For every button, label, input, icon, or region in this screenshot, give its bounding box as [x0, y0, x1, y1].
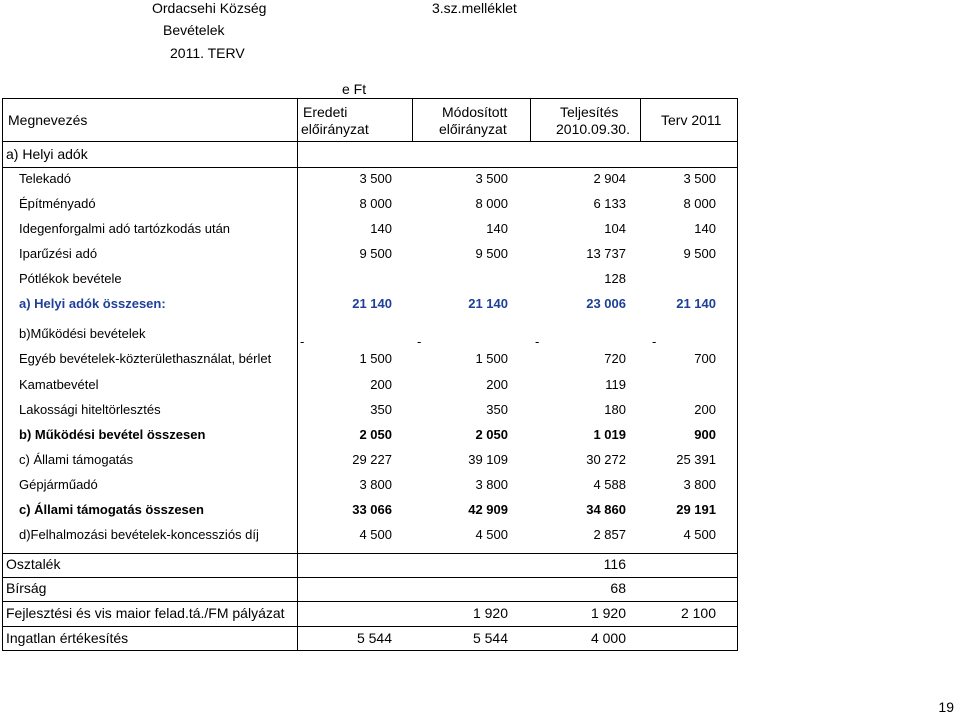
cell-act: 104 [604, 221, 626, 236]
row-label: Iparűzési adó [19, 246, 98, 261]
cell-orig: 5 544 [356, 630, 392, 646]
col-divider [530, 98, 531, 141]
col-divider [640, 98, 641, 141]
page-number: 19 [938, 699, 954, 715]
row-label: Egyéb bevételek-közterülethasználat, bérlet [19, 351, 272, 366]
cell-act: 1 920 [590, 605, 626, 621]
col-header-actual: Teljesítés [560, 104, 619, 120]
row-label: a) Helyi adók összesen: [19, 296, 166, 311]
cell-mod: 21 140 [468, 296, 508, 311]
cell-mod: 8 000 [475, 196, 508, 211]
cell-mod: 200 [486, 377, 508, 392]
cell-mod: 4 500 [475, 527, 508, 542]
row-label: Idegenforgalmi adó tartózkodás után [19, 221, 231, 236]
cell-plan: 700 [694, 351, 716, 366]
col-header-plan: Terv 2011 [661, 112, 722, 128]
col-divider [412, 98, 413, 141]
unit-label: e Ft [342, 81, 367, 97]
cell-plan: 21 140 [676, 296, 716, 311]
row-label: Osztalék [6, 556, 61, 572]
cell-orig: 33 066 [352, 502, 392, 517]
cell-plan: 2 100 [680, 605, 716, 621]
cell-act: 1 019 [593, 427, 626, 442]
cell-act: 4 000 [590, 630, 626, 646]
cell-plan: 3 800 [683, 477, 716, 492]
cell-orig: 8 000 [359, 196, 392, 211]
row-divider [2, 577, 738, 578]
cell-mod: 3 800 [475, 477, 508, 492]
cell-orig: 3 800 [359, 477, 392, 492]
row-label: Kamatbevétel [19, 377, 99, 392]
cell-mod: 39 109 [468, 452, 508, 467]
row-label: Ingatlan értékesítés [6, 630, 129, 646]
col-header-original-sub: előirányzat [301, 121, 369, 137]
row-label: c) Állami támogatás összesen [19, 502, 204, 517]
row-label: Építményadó [19, 196, 96, 211]
row-divider [2, 553, 738, 554]
row-label: a) Helyi adók [6, 146, 88, 162]
municipality-name: Ordacsehi Község [152, 0, 267, 16]
empty-value-dash: - [417, 334, 422, 349]
cell-act: 116 [603, 556, 626, 572]
cell-plan: 200 [694, 402, 716, 417]
cell-plan: 9 500 [683, 246, 716, 261]
cell-act: 180 [604, 402, 626, 417]
cell-act: 720 [604, 351, 626, 366]
row-label: Bírság [6, 580, 47, 596]
cell-mod: 9 500 [475, 246, 508, 261]
row-label: b)Működési bevételek [19, 326, 146, 341]
cell-act: 2 857 [593, 527, 626, 542]
cell-orig: 21 140 [352, 296, 392, 311]
cell-act: 23 006 [586, 296, 626, 311]
row-label: b) Működési bevétel összesen [19, 427, 206, 442]
cell-orig: 1 500 [359, 351, 392, 366]
empty-value-dash: - [535, 334, 540, 349]
cell-act: 6 133 [593, 196, 626, 211]
cell-orig: 29 227 [352, 452, 392, 467]
cell-orig: 2 050 [359, 427, 392, 442]
col-header-original: Eredeti [303, 104, 348, 120]
cell-plan: 4 500 [683, 527, 716, 542]
row-label: d)Felhalmozási bevételek-koncessziós díj [19, 527, 259, 542]
cell-orig: 200 [370, 377, 392, 392]
cell-mod: 5 544 [472, 630, 508, 646]
cell-act: 119 [605, 377, 626, 392]
annex-label: 3.sz.melléklet [432, 0, 517, 16]
row-label: Telekadó [19, 171, 72, 186]
cell-mod: 2 050 [475, 427, 508, 442]
cell-mod: 350 [486, 402, 508, 417]
cell-act: 4 588 [593, 477, 626, 492]
cell-orig: 140 [370, 221, 392, 236]
cell-mod: 1 500 [475, 351, 508, 366]
row-divider [2, 601, 738, 602]
cell-act: 30 272 [586, 452, 626, 467]
cell-plan: 900 [694, 427, 716, 442]
row-label: Gépjárműadó [19, 477, 98, 492]
row-divider [2, 167, 738, 168]
cell-plan: 8 000 [683, 196, 716, 211]
cell-mod: 42 909 [468, 502, 508, 517]
col-header-name: Megnevezés [8, 112, 88, 128]
cell-orig: 9 500 [359, 246, 392, 261]
col-divider [297, 98, 298, 651]
cell-plan: 29 191 [676, 502, 716, 517]
cell-act: 128 [604, 271, 626, 286]
cell-orig: 3 500 [359, 171, 392, 186]
col-header-modified: Módosított [442, 104, 508, 120]
row-divider [2, 626, 738, 627]
plan-title: 2011. TERV [170, 45, 245, 61]
cell-act: 2 904 [593, 171, 626, 186]
row-label: Pótlékok bevétele [19, 271, 122, 286]
col-header-modified-sub: előirányzat [439, 121, 507, 137]
row-label: Fejlesztési és vis maior felad.tá./FM pályázat [6, 605, 285, 621]
cell-plan: 3 500 [683, 171, 716, 186]
empty-value-dash: - [300, 334, 305, 349]
col-header-actual-sub: 2010.09.30. [556, 121, 630, 137]
header-divider [2, 141, 738, 142]
cell-plan: 140 [694, 221, 716, 236]
row-label: Lakossági hiteltörlesztés [19, 402, 161, 417]
row-label: c) Állami támogatás [19, 452, 134, 467]
cell-act: 34 860 [586, 502, 626, 517]
cell-mod: 140 [486, 221, 508, 236]
empty-value-dash: - [652, 334, 657, 349]
cell-orig: 4 500 [359, 527, 392, 542]
cell-act: 68 [610, 580, 626, 596]
cell-act: 13 737 [586, 246, 626, 261]
cell-mod: 3 500 [475, 171, 508, 186]
document-subtitle: Bevételek [163, 22, 225, 38]
cell-plan: 25 391 [676, 452, 716, 467]
cell-orig: 350 [370, 402, 392, 417]
cell-mod: 1 920 [472, 605, 508, 621]
